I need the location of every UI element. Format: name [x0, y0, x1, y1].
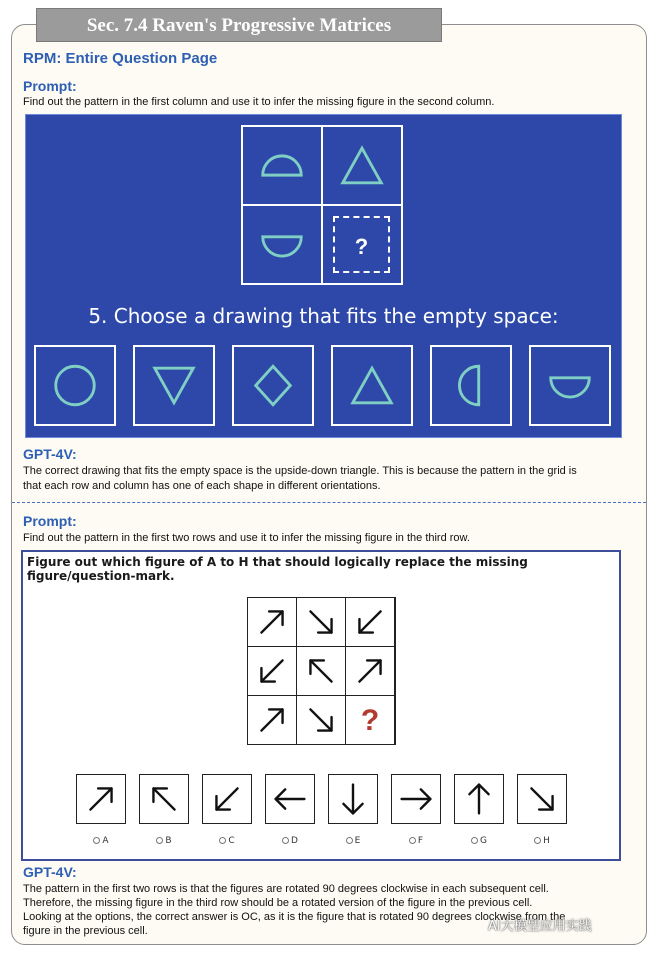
section-divider: [12, 502, 646, 503]
semicircle-up-icon: [243, 127, 321, 204]
arrow-up-icon: [455, 775, 503, 823]
answer-line-2-1: The pattern in the first two rows is that the figures are rotated 90 degrees clockwise in each subsequent cell.: [23, 883, 549, 895]
option-semicircle-down[interactable]: [529, 345, 611, 426]
semicircle-down-icon: [531, 347, 609, 424]
arrow-up-right-icon: [77, 775, 125, 823]
option-triangle-up[interactable]: [331, 345, 413, 426]
prompt-label-1: Prompt:: [23, 78, 77, 94]
grid-cell-semicircle-up: [241, 125, 323, 206]
radio-icon[interactable]: [471, 837, 478, 844]
section-title: Sec. 7.4 Raven's Progressive Matrices: [36, 8, 442, 42]
grid-cell-arrow-up-right: [345, 646, 395, 696]
arrow-up-right-icon: [248, 696, 296, 744]
prompt-text-1: Find out the pattern in the first column and use it to infer the missing figure in the second column.: [23, 96, 495, 108]
arrow-down-right-icon: [297, 696, 345, 744]
radio-icon[interactable]: [156, 837, 163, 844]
option-circle[interactable]: [34, 345, 116, 426]
option-label-b[interactable]: B: [139, 836, 189, 846]
answer-line-2-4: figure in the previous cell.: [23, 925, 148, 937]
option-label-h[interactable]: H: [517, 836, 567, 846]
option-a[interactable]: [76, 774, 126, 824]
arrow-up-left-icon: [140, 775, 188, 823]
radio-icon[interactable]: [409, 837, 416, 844]
arrow-up-right-icon: [346, 647, 394, 695]
radio-icon[interactable]: [219, 837, 226, 844]
answer-line-1-2: that each row and column has one of each shape in different orientations.: [23, 480, 381, 492]
missing-figure-box: [333, 216, 390, 273]
answer-line-1-1: The correct drawing that fits the empty space is the upside-down triangle. This is because the pattern in the grid is: [23, 465, 577, 477]
option-d[interactable]: [265, 774, 315, 824]
radio-icon[interactable]: [346, 837, 353, 844]
option-c[interactable]: [202, 774, 252, 824]
answer-label-1: GPT-4V:: [23, 446, 77, 462]
watermark: AI大模型应用实践: [488, 919, 592, 934]
grid-cell-arrow-up-left: [296, 646, 346, 696]
page-heading: RPM: Entire Question Page: [23, 50, 218, 67]
radio-icon[interactable]: [282, 837, 289, 844]
triangle-up-icon: [333, 347, 411, 424]
rpm-grid-2: [247, 597, 396, 745]
option-g[interactable]: [454, 774, 504, 824]
circle-icon: [36, 347, 114, 424]
option-label-a[interactable]: A: [76, 836, 126, 846]
answer-line-2-2: Therefore, the missing figure in the third row should be a rotated version of the figure in the previous cell.: [23, 897, 533, 909]
arrow-left-icon: [266, 775, 314, 823]
grid-cell-arrow-up-right: [247, 695, 297, 745]
arrow-down-right-icon: [297, 598, 345, 646]
grid-cell-triangle-up: [321, 125, 403, 206]
option-label-e[interactable]: E: [328, 836, 378, 846]
semicircle-down-icon: [243, 206, 321, 283]
arrow-down-icon: [329, 775, 377, 823]
choose-instruction: 5. Choose a drawing that fits the empty space:: [88, 304, 559, 328]
option-b[interactable]: [139, 774, 189, 824]
option-label-d[interactable]: D: [265, 836, 315, 846]
arrow-down-left-icon: [346, 598, 394, 646]
grid-cell-missing: [345, 695, 395, 745]
grid-cell-arrow-down-left: [345, 597, 395, 647]
grid-cell-arrow-down-left: [247, 646, 297, 696]
semicircle-left-icon: [432, 347, 510, 424]
arrow-down-left-icon: [248, 647, 296, 695]
option-triangle-down[interactable]: [133, 345, 215, 426]
answer-line-2-3: Looking at the options, the correct answer is OC, as it is the figure that is rotated 90 degrees clockwise from the: [23, 911, 566, 923]
option-f[interactable]: [391, 774, 441, 824]
option-label-c[interactable]: C: [202, 836, 252, 846]
grid-cell-semicircle-down: [241, 204, 323, 285]
grid-cell-arrow-down-right: [296, 597, 346, 647]
arrow-right-icon: [392, 775, 440, 823]
grid-cell-arrow-up-right: [247, 597, 297, 647]
triangle-down-icon: [135, 347, 213, 424]
option-label-g[interactable]: G: [454, 836, 504, 846]
figure-question-title: Figure out which figure of A to H that should logically replace the missing figure/question-mark.: [27, 555, 528, 583]
option-diamond[interactable]: [232, 345, 314, 426]
prompt-label-2: Prompt:: [23, 513, 77, 529]
triangle-up-icon: [323, 127, 401, 204]
grid-cell-missing: [321, 204, 403, 285]
arrow-down-right-icon: [518, 775, 566, 823]
rpm-grid-1: [241, 125, 405, 287]
arrow-down-left-icon: [203, 775, 251, 823]
question-mark: ?: [354, 234, 369, 259]
grid-cell-arrow-down-right: [296, 695, 346, 745]
arrow-up-left-icon: [297, 647, 345, 695]
option-semicircle-left[interactable]: [430, 345, 512, 426]
option-label-f[interactable]: F: [391, 836, 441, 846]
radio-icon[interactable]: [534, 837, 541, 844]
option-h[interactable]: [517, 774, 567, 824]
diamond-icon: [234, 347, 312, 424]
radio-icon[interactable]: [93, 837, 100, 844]
question-mark-red: ?: [360, 704, 380, 737]
arrow-up-right-icon: [248, 598, 296, 646]
option-e[interactable]: [328, 774, 378, 824]
answer-label-2: GPT-4V:: [23, 864, 77, 880]
prompt-text-2: Find out the pattern in the first two rows and use it to infer the missing figure in the third row.: [23, 532, 470, 544]
